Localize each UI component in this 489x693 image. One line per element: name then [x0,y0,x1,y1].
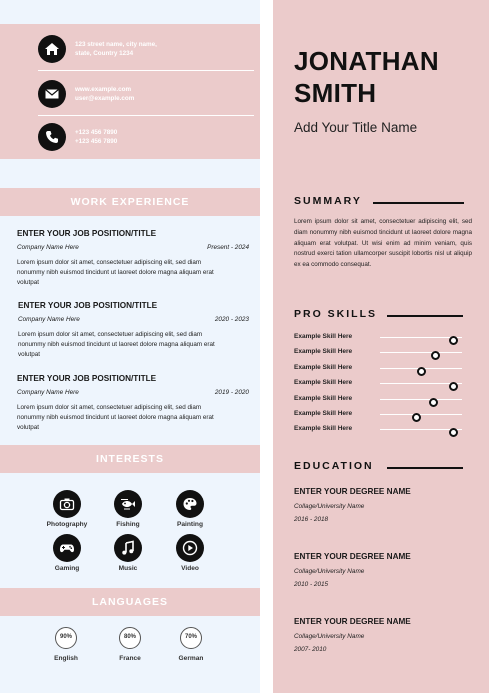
summary-rule [373,202,464,204]
education-years: 2007- 2010 [294,646,327,653]
education-entry [294,487,474,523]
job-description: Lorem ipsum dolor sit amet, consectetuer adipiscing elit, sed diam nonummy nibh euismod tincidunt ut laoreet dolore magna aliquam erat volutpat [17,259,214,286]
skill-slider-track [380,383,462,384]
skill-slider-track [380,337,462,338]
skill-slider-track [380,399,462,400]
email-link[interactable]: user@example.com [75,95,135,102]
interest-video [163,534,217,572]
interest-label: Video [181,565,199,572]
interest-label: Gaming [54,565,80,572]
skill-label: Example Skill Here [294,363,353,371]
camera-icon [53,490,81,518]
contact-phone [38,123,258,153]
name-line-2: SMITH [294,78,377,108]
education-years: 2016 - 2018 [294,516,329,523]
home-icon [38,35,66,63]
candidate-title: Add Your Title Name [294,120,418,135]
languages-heading: LANGUAGES [0,588,260,616]
contact-panel [0,24,260,159]
candidate-name [294,45,439,109]
skill-level-knob [417,367,426,376]
skill-level-knob [431,351,440,360]
play-icon [176,534,204,562]
job-title: ENTER YOUR JOB POSITION/TITLE [17,374,157,383]
language-percent: 90% [55,627,77,649]
mail-icon [38,80,66,108]
job-entry [18,301,249,359]
education-heading: EDUCATION [294,460,374,472]
language-percent: 70% [180,627,202,649]
skill-slider-track [380,352,462,353]
contact-divider [38,70,254,71]
language-label: English [54,655,78,662]
palette-icon [176,490,204,518]
education-entry [294,552,474,588]
skill-row [294,425,469,437]
degree-name: ENTER YOUR DEGREE NAME [294,552,411,561]
skill-label: Example Skill Here [294,379,353,387]
interest-label: Music [118,565,138,572]
interest-label: Photography [46,521,88,528]
interest-painting [163,490,217,528]
contact-web [38,80,258,110]
address-line-2: state, Country 1234 [75,50,134,57]
column-gutter [260,0,273,693]
skill-label: Example Skill Here [294,348,353,356]
skill-row [294,410,469,422]
skill-row [294,333,469,345]
skill-slider-track [380,429,462,430]
job-entry [17,229,249,287]
job-entry [17,374,249,432]
summary-text: Lorem ipsum dolor sit amet, consectetuer adipiscing elit, sed diam nonummy nibh euismod tincidunt ut laoreet dolore magna aliquam erat volutpat. Ut wisi enim ad minim veniam, quis nostrud exerci tation ullamcorper suscipit lobortis nisl ut aliquip ex ea commodo consequat. [294,218,472,269]
school-name: Collage/University Name [294,633,365,640]
job-dates: Present - 2024 [207,244,249,251]
company-name: Company Name Here [18,316,80,323]
language-label: France [119,655,141,662]
name-line-1: JONATHAN [294,46,439,76]
school-name: Collage/University Name [294,503,365,510]
skill-level-knob [412,413,421,422]
skill-level-knob [429,398,438,407]
language-percent: 80% [119,627,141,649]
interests-heading: INTERESTS [0,445,260,473]
pro-skills-rule [387,315,463,317]
skill-slider-track [380,414,462,415]
interest-music [101,534,155,572]
education-entry [294,617,474,653]
contact-divider [38,115,254,116]
phone-icon [38,123,66,151]
summary-heading: SUMMARY [294,195,362,207]
address-line-1: 123 street name, city name, [75,41,157,48]
skill-level-knob [449,382,458,391]
phone-number-2[interactable]: +123 456 7890 [75,138,118,145]
job-dates: 2020 - 2023 [214,316,249,323]
gamepad-icon [53,534,81,562]
company-name: Company Name Here [17,244,79,251]
school-name: Collage/University Name [294,568,365,575]
skill-level-knob [449,336,458,345]
interest-gaming [40,534,94,572]
language-france [105,627,155,662]
degree-name: ENTER YOUR DEGREE NAME [294,617,411,626]
interest-fishing [101,490,155,528]
work-experience-heading: WORK EXPERIENCE [0,188,260,216]
language-english [41,627,91,662]
job-description: Lorem ipsum dolor sit amet, consectetuer adipiscing elit, sed diam nonummy nibh euismod tincidunt ut laoreet dolore magna aliquam erat volutpat [17,404,214,431]
phone-number-1[interactable]: +123 456 7890 [75,129,118,136]
skill-row [294,395,469,407]
music-note-icon [114,534,142,562]
language-german [166,627,216,662]
job-title: ENTER YOUR JOB POSITION/TITLE [18,301,158,310]
skill-label: Example Skill Here [294,333,353,340]
job-title: ENTER YOUR JOB POSITION/TITLE [17,229,157,238]
job-dates: 2019 - 2020 [214,389,249,396]
fish-icon [114,490,142,518]
company-name: Company Name Here [17,389,79,396]
skill-label: Example Skill Here [294,394,353,402]
website-link[interactable]: www.example.com [75,86,132,93]
contact-address [38,35,258,65]
degree-name: ENTER YOUR DEGREE NAME [294,487,411,496]
skill-row [294,364,469,376]
skill-slider-track [380,368,462,369]
interest-label: Fishing [116,521,140,528]
skill-row [294,379,469,391]
education-years: 2010 - 2015 [294,581,329,588]
job-description: Lorem ipsum dolor sit amet, consectetuer adipiscing elit, sed diam nonummy nibh euismod tincidunt ut laoreet dolore magna aliquam erat volutpat [18,331,215,358]
pro-skills-heading: PRO SKILLS [294,308,378,320]
skill-label: Example Skill Here [294,425,353,433]
education-rule [387,467,463,469]
skill-row [294,348,469,360]
language-label: German [178,655,204,662]
skill-level-knob [449,428,458,437]
interest-photography [40,490,94,528]
skill-label: Example Skill Here [294,410,353,417]
interest-label: Painting [176,521,203,528]
